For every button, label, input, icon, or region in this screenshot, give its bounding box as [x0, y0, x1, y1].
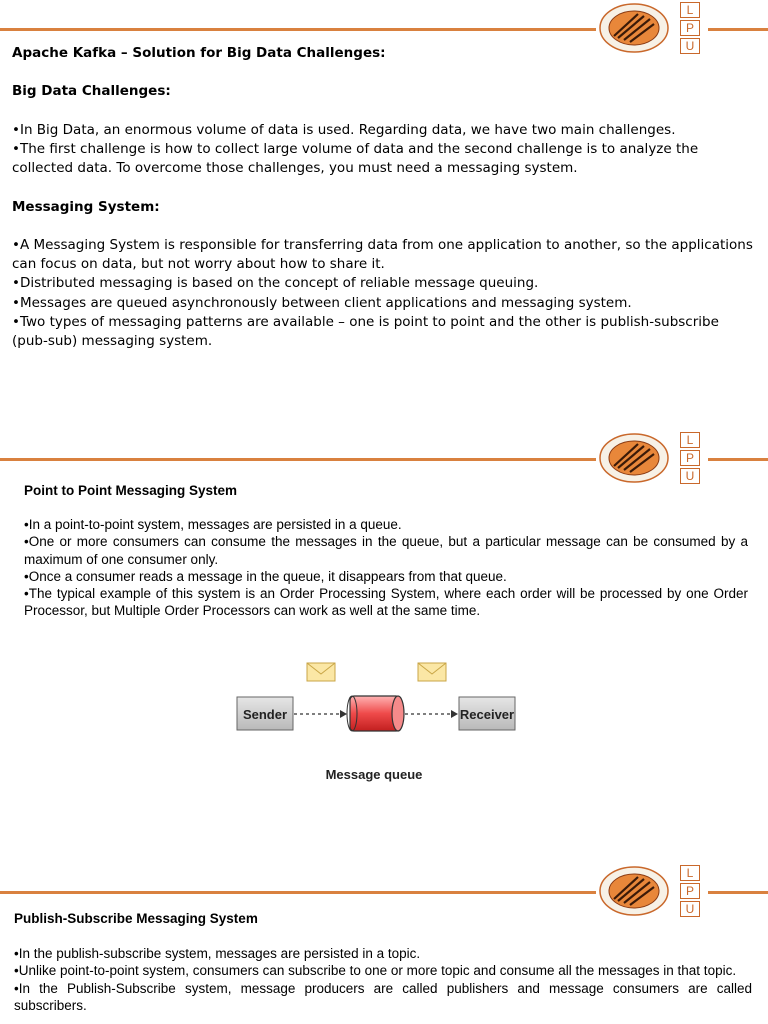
- slide-big-data-challenges: [0, 0, 768, 430]
- lpu-letter: L: [680, 432, 700, 448]
- bullet-item: •One or more consumers can consume the messages in the queue, but a particular message can be consumed by a maximum of one consumer only.: [24, 534, 748, 567]
- slide-title: Apache Kafka – Solution for Big Data Challenges:: [12, 45, 386, 61]
- lpu-letter-blocks: [680, 2, 700, 56]
- bullet-item: •Distributed messaging is based on the concept of reliable message queuing.: [12, 275, 539, 292]
- section-heading: Messaging System:: [12, 199, 160, 215]
- bullet-item: •Messages are queued asynchronously between client applications and messaging system.: [12, 294, 632, 311]
- slide-publish-subscribe: [0, 860, 768, 1024]
- section-heading: Point to Point Messaging System: [24, 483, 238, 498]
- section-heading: Big Data Challenges:: [12, 83, 171, 99]
- envelope-icon: [418, 663, 446, 681]
- lpu-emblem-icon: [598, 2, 670, 54]
- bullet-item: •In the Publish-Subscribe system, message producers are called publishers and message consumers are called subscribers.: [14, 980, 752, 1013]
- receiver-label: Receiver: [459, 707, 515, 722]
- lpu-letter: U: [680, 901, 700, 917]
- bullet-item: •Once a consumer reads a message in the queue, it disappears from that queue.: [24, 568, 507, 584]
- header-rule: [0, 891, 596, 894]
- lpu-letter: P: [680, 20, 700, 36]
- bullet-item: •Unlike point-to-point system, consumers can subscribe to one or more topic and consume all the messages in that topic.: [14, 963, 737, 979]
- bullet-item: •Two types of messaging patterns are available – one is point to point and the other is publish-subscribe (pub-sub) messaging system.: [12, 313, 719, 350]
- bullet-item: •In Big Data, an enormous volume of data is used. Regarding data, we have two main challenges.: [12, 122, 676, 138]
- bullet-item: •A Messaging System is responsible for transferring data from one application to another, so the applications can focus on data, but not worry about how to share it.: [12, 237, 753, 273]
- point-to-point-diagram: [0, 430, 768, 860]
- bullet-item: •In the publish-subscribe system, messages are persisted in a topic.: [14, 946, 421, 961]
- header-rule-right: [708, 891, 768, 894]
- header-rule: [0, 28, 596, 31]
- queue-caption: Message queue: [325, 767, 423, 782]
- lpu-letter-blocks: [680, 865, 700, 919]
- bullet-list: [12, 236, 757, 351]
- bullet-item: •The first challenge is how to collect large volume of data and the second challenge is to analyze the collected data. To overcome those challenges, you must need a messaging system.: [12, 141, 699, 177]
- bullet-list: [12, 121, 757, 179]
- envelope-icon: [307, 663, 335, 681]
- arrow-right-icon: [340, 710, 347, 718]
- lpu-letter: L: [680, 2, 700, 18]
- header-rule-right: [708, 28, 768, 31]
- bullet-list: [14, 945, 752, 1014]
- arrow-right-icon: [451, 710, 458, 718]
- message-queue-cylinder-icon: [347, 696, 404, 731]
- section-heading: Publish-Subscribe Messaging System: [14, 911, 258, 926]
- lpu-letter: P: [680, 883, 700, 899]
- lpu-letter: L: [680, 865, 700, 881]
- bullet-item: •In a point-to-point system, messages are persisted in a queue.: [24, 517, 402, 532]
- bullet-item: •The typical example of this system is an Order Processing System, where each order will be processed by one Order Processor, but Multiple Order Processors can work as well at the same time.: [24, 586, 748, 619]
- lpu-letter: P: [680, 450, 700, 466]
- lpu-emblem-icon: [598, 865, 670, 917]
- sender-label: Sender: [242, 707, 288, 722]
- slide-point-to-point: [0, 430, 768, 860]
- lpu-letter: U: [680, 38, 700, 54]
- lpu-letter: U: [680, 468, 700, 484]
